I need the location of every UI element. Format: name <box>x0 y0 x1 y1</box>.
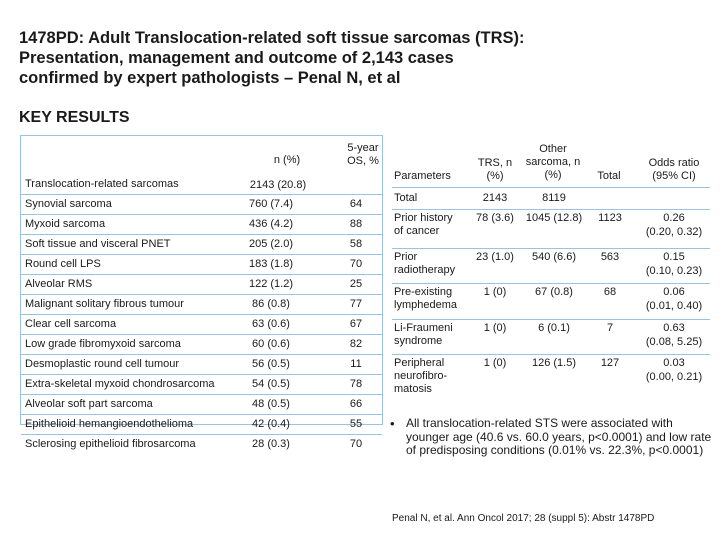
table-row <box>21 194 382 214</box>
cell-param: Prior radiotherapy <box>394 251 456 276</box>
cell-trs: 2143 <box>482 192 508 204</box>
cell-ci: (0.10, 0.23) <box>645 265 703 277</box>
table-row <box>21 334 382 354</box>
row-name: Desmoplastic round cell tumour <box>25 358 180 370</box>
header-n: n (%) <box>273 154 301 166</box>
cell-other: 67 (0.8) <box>535 286 573 298</box>
row-os: 77 <box>349 298 363 310</box>
cell-other: 1045 (12.8) <box>525 212 583 224</box>
header-odds-ratio: Odds ratio (95% CI) <box>648 157 700 182</box>
cell-other: 126 (1.5) <box>531 357 577 369</box>
table-row <box>21 314 382 334</box>
row-os: 70 <box>349 438 363 450</box>
reference-citation: Penal N, et al. Ann Oncol 2017; 28 (suppl 5): Abstr 1478PD <box>392 513 655 524</box>
row-divider <box>392 248 710 249</box>
cell-trs: 78 (3.6) <box>476 212 514 224</box>
row-divider <box>392 187 710 188</box>
predisposing-factors-table <box>392 135 710 410</box>
cell-total: 127 <box>600 357 620 369</box>
row-name: Clear cell sarcoma <box>25 318 117 330</box>
row-name: Malignant solitary fibrous tumour <box>25 298 184 310</box>
cell-ci: (0.08, 5.25) <box>645 336 703 348</box>
table-row <box>21 254 382 274</box>
row-name: Myxoid sarcoma <box>25 218 106 230</box>
table-row <box>21 414 382 434</box>
row-name: Extra-skeletal myxoid chondrosarcoma <box>25 378 215 390</box>
header-other-sarcoma: Other sarcoma, n (%) <box>525 143 581 181</box>
row-n: 205 (2.0) <box>248 238 294 250</box>
cell-or: 0.06 <box>663 286 685 298</box>
row-os: 64 <box>349 198 363 210</box>
cell-total: 563 <box>600 251 620 263</box>
bullet-icon: • <box>390 416 395 431</box>
header-5yr-os: 5-year OS, % <box>347 142 379 167</box>
cell-other: 6 (0.1) <box>538 322 570 334</box>
row-os: 67 <box>349 318 363 330</box>
cell-param: Li-Fraumeni syndrome <box>394 322 453 347</box>
table-row <box>21 294 382 314</box>
title-line: Presentation, management and outcome of 2,143 cases <box>19 49 454 67</box>
row-os: 58 <box>349 238 363 250</box>
row-divider <box>392 209 710 210</box>
row-name: Soft tissue and visceral PNET <box>25 238 171 250</box>
cell-or: 0.26 <box>663 212 685 224</box>
cell-param: Total <box>394 192 418 204</box>
row-n: 54 (0.5) <box>252 378 290 390</box>
row-n: 48 (0.5) <box>252 398 290 410</box>
table-row <box>21 214 382 234</box>
title-line: confirmed by expert pathologists – Penal N, et al <box>19 69 401 87</box>
cell-other: 8119 <box>542 192 566 204</box>
row-name: Alveolar RMS <box>25 278 93 290</box>
row-divider <box>392 319 710 320</box>
row-name: Alveolar soft part sarcoma <box>25 398 153 410</box>
cell-ci: (0.00, 0.21) <box>645 371 703 383</box>
row-name: Sclerosing epithelioid fibrosarcoma <box>25 438 196 450</box>
subheader-name: Translocation-related sarcomas <box>25 178 179 190</box>
row-name: Synovial sarcoma <box>25 198 112 210</box>
sarcoma-subtype-table <box>20 135 383 450</box>
row-os: 55 <box>349 418 363 430</box>
cell-trs: 1 (0) <box>483 357 507 369</box>
row-n: 42 (0.4) <box>252 418 290 430</box>
row-n: 122 (1.2) <box>248 278 294 290</box>
row-n: 86 (0.8) <box>252 298 290 310</box>
page-title <box>19 28 659 88</box>
table-row <box>21 374 382 394</box>
cell-or: 0.03 <box>663 357 685 369</box>
cell-trs: 1 (0) <box>483 322 507 334</box>
header-trs: TRS, n (%) <box>477 157 513 182</box>
table-row <box>21 394 382 414</box>
row-name: Epithelioid hemangioendothelioma <box>25 418 194 430</box>
title-line: 1478PD: Adult Translocation-related soft tissue sarcomas (TRS): <box>19 29 525 47</box>
row-os: 70 <box>349 258 363 270</box>
row-name: Round cell LPS <box>25 258 101 270</box>
row-n: 183 (1.8) <box>248 258 294 270</box>
row-name: Low grade fibromyxoid sarcoma <box>25 338 181 350</box>
header-total: Total <box>597 170 621 182</box>
cell-total: 7 <box>606 322 614 334</box>
table-row <box>21 354 382 374</box>
row-n: 56 (0.5) <box>252 358 290 370</box>
cell-total: 1123 <box>598 212 622 224</box>
row-os: 11 <box>350 358 362 370</box>
row-divider <box>392 354 710 355</box>
cell-trs: 23 (1.0) <box>476 251 514 263</box>
row-os: 25 <box>349 278 363 290</box>
table-row <box>21 274 382 294</box>
cell-or: 0.15 <box>663 251 685 263</box>
cell-or: 0.63 <box>663 322 685 334</box>
row-n: 60 (0.6) <box>252 338 290 350</box>
row-divider <box>392 283 710 284</box>
section-heading: KEY RESULTS <box>19 109 130 126</box>
header-parameters: Parameters <box>394 170 451 182</box>
key-finding-text: All translocation-related STS were associated with younger age (40.6 vs. 60.0 years, p<0.0001) and low rate of predisposing conditions (0.01% vs. 22.3%, p<0.0001) <box>406 416 712 457</box>
row-n: 63 (0.6) <box>252 318 290 330</box>
table-row <box>21 234 382 254</box>
row-n: 28 (0.3) <box>252 438 290 450</box>
cell-other: 540 (6.6) <box>531 251 577 263</box>
row-os: 88 <box>349 218 363 230</box>
row-os: 78 <box>349 378 363 390</box>
cell-ci: (0.01, 0.40) <box>645 300 703 312</box>
cell-trs: 1 (0) <box>483 286 507 298</box>
subheader-n: 2143 (20.8) <box>249 179 307 191</box>
cell-param: Prior history of cancer <box>394 212 453 237</box>
cell-param: Peripheral neurofibro-matosis <box>394 357 448 395</box>
row-n: 760 (7.4) <box>248 198 294 210</box>
row-n: 436 (4.2) <box>248 218 294 230</box>
table-row <box>21 434 382 454</box>
row-os: 82 <box>349 338 363 350</box>
cell-ci: (0.20, 0.32) <box>645 226 703 238</box>
row-os: 66 <box>349 398 363 410</box>
cell-param: Pre-existing lymphedema <box>394 286 457 311</box>
cell-total: 68 <box>603 286 617 298</box>
